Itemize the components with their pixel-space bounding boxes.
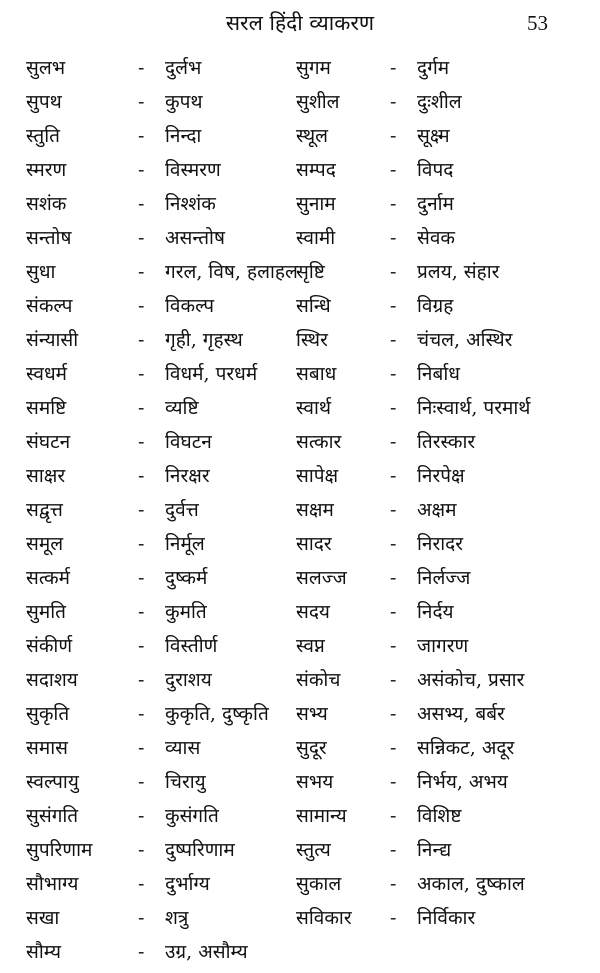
separator-dash: - xyxy=(138,771,145,793)
antonym-row xyxy=(0,187,600,221)
antonym-row xyxy=(0,255,600,289)
word: सुलभ xyxy=(26,57,66,79)
antonym: कुपथ xyxy=(165,91,203,113)
antonym: विकल्प xyxy=(165,295,215,317)
antonym: दुर्नाम xyxy=(417,193,454,215)
word: सखा xyxy=(26,907,60,929)
word: सबाध xyxy=(296,363,337,385)
antonym: विस्तीर्ण xyxy=(165,635,218,657)
antonym: दुर्लभ xyxy=(165,57,202,79)
word: स्वधर्म xyxy=(26,363,68,385)
antonym: दुःशील xyxy=(417,91,462,113)
antonym: निर्लज्ज xyxy=(417,567,471,589)
antonym-row xyxy=(0,731,600,765)
separator-dash: - xyxy=(390,193,397,215)
antonym: निन्दा xyxy=(165,125,202,147)
separator-dash: - xyxy=(138,159,145,181)
word: सुमति xyxy=(26,601,66,623)
separator-dash: - xyxy=(390,261,397,283)
antonym: निर्विकार xyxy=(417,907,476,929)
word: संन्यासी xyxy=(26,329,79,351)
separator-dash: - xyxy=(138,193,145,215)
separator-dash: - xyxy=(138,941,145,963)
antonym: व्यास xyxy=(165,737,201,759)
antonym-row xyxy=(0,425,600,459)
antonym: दुर्गम xyxy=(417,57,450,79)
word: सदय xyxy=(296,601,330,623)
page-header-title: सरल हिंदी व्याकरण xyxy=(225,11,375,35)
antonym-row xyxy=(0,459,600,493)
antonym: विघटन xyxy=(165,431,212,453)
antonym: विग्रह xyxy=(417,295,454,317)
antonym: अक्षम xyxy=(417,499,457,521)
antonym-row xyxy=(0,289,600,323)
antonym: कुमति xyxy=(165,601,207,623)
word: संघटन xyxy=(26,431,71,453)
separator-dash: - xyxy=(390,601,397,623)
word: सन्धि xyxy=(296,295,331,317)
separator-dash: - xyxy=(390,533,397,555)
word: स्मरण xyxy=(26,159,67,181)
antonym-row xyxy=(0,595,600,629)
page-number: 53 xyxy=(527,11,548,35)
separator-dash: - xyxy=(390,57,397,79)
antonym: गृही, गृहस्थ xyxy=(165,329,243,351)
antonym: प्रलय, संहार xyxy=(417,261,500,283)
antonym: दुष्कर्म xyxy=(165,567,208,589)
word: सुकृति xyxy=(26,703,70,725)
separator-dash: - xyxy=(138,363,145,385)
antonym: निरक्षर xyxy=(165,465,210,487)
antonym: दुराशय xyxy=(165,669,212,691)
separator-dash: - xyxy=(138,907,145,929)
separator-dash: - xyxy=(390,805,397,827)
antonym-row xyxy=(0,221,600,255)
antonym: दुर्वत्त xyxy=(165,499,199,521)
antonym: विस्मरण xyxy=(165,159,221,181)
antonym: विपद xyxy=(417,159,454,181)
word: स्वार्थ xyxy=(296,397,332,419)
word: सुनाम xyxy=(296,193,336,215)
separator-dash: - xyxy=(390,295,397,317)
antonym-row xyxy=(0,527,600,561)
antonym: निर्मूल xyxy=(165,533,205,555)
word: स्वामी xyxy=(296,227,336,249)
word: सक्षम xyxy=(296,499,334,521)
antonym: निन्द्य xyxy=(417,839,452,861)
antonym: चिरायु xyxy=(165,771,206,793)
antonym-row xyxy=(0,493,600,527)
word: सन्तोष xyxy=(26,227,72,249)
antonym: चंचल, अस्थिर xyxy=(417,329,513,351)
word: सत्कर्म xyxy=(26,567,70,589)
antonym: कुसंगति xyxy=(165,805,219,827)
separator-dash: - xyxy=(138,397,145,419)
word: समष्टि xyxy=(26,397,67,419)
word: सशंक xyxy=(26,193,67,215)
separator-dash: - xyxy=(390,159,397,181)
word: सादर xyxy=(296,533,332,555)
antonym-list xyxy=(0,51,600,969)
separator-dash: - xyxy=(390,703,397,725)
antonym: निर्बाध xyxy=(417,363,460,385)
word: सुदूर xyxy=(296,737,327,759)
separator-dash: - xyxy=(390,873,397,895)
separator-dash: - xyxy=(138,839,145,861)
separator-dash: - xyxy=(390,329,397,351)
antonym: निरादर xyxy=(417,533,464,555)
separator-dash: - xyxy=(390,397,397,419)
antonym-row xyxy=(0,935,600,969)
antonym: उग्र, असौम्य xyxy=(165,941,248,963)
word: सौभाग्य xyxy=(26,873,79,895)
antonym: सन्निकट, अदूर xyxy=(417,737,515,759)
word: सुशील xyxy=(296,91,340,113)
separator-dash: - xyxy=(138,737,145,759)
separator-dash: - xyxy=(390,737,397,759)
separator-dash: - xyxy=(138,431,145,453)
antonym: विशिष्ट xyxy=(417,805,462,827)
antonym: अकाल, दुष्काल xyxy=(417,873,525,895)
antonym-row xyxy=(0,663,600,697)
word: सौम्य xyxy=(26,941,61,963)
antonym-row xyxy=(0,697,600,731)
antonym-row xyxy=(0,85,600,119)
word: समूल xyxy=(26,533,64,555)
antonym: कुकृति, दुष्कृति xyxy=(165,703,269,725)
antonym: दुष्परिणाम xyxy=(165,839,235,861)
word: सविकार xyxy=(296,907,352,929)
antonym: तिरस्कार xyxy=(417,431,476,453)
word: सद्वृत्त xyxy=(26,499,63,521)
word: स्थिर xyxy=(296,329,328,351)
separator-dash: - xyxy=(390,907,397,929)
word: सुपथ xyxy=(26,91,62,113)
antonym: शत्रु xyxy=(165,907,189,929)
word: संकल्प xyxy=(26,295,73,317)
separator-dash: - xyxy=(138,465,145,487)
separator-dash: - xyxy=(390,91,397,113)
antonym: विधर्म, परधर्म xyxy=(165,363,258,385)
separator-dash: - xyxy=(390,465,397,487)
separator-dash: - xyxy=(390,635,397,657)
word: सुपरिणाम xyxy=(26,839,93,861)
separator-dash: - xyxy=(138,125,145,147)
separator-dash: - xyxy=(138,703,145,725)
separator-dash: - xyxy=(390,499,397,521)
antonym: दुर्भाग्य xyxy=(165,873,210,895)
separator-dash: - xyxy=(138,499,145,521)
separator-dash: - xyxy=(138,635,145,657)
antonym: निर्दय xyxy=(417,601,454,623)
antonym: निश्शंक xyxy=(165,193,216,215)
word: सुकाल xyxy=(296,873,342,895)
antonym-row xyxy=(0,323,600,357)
word: सुधा xyxy=(26,261,56,283)
antonym-row xyxy=(0,629,600,663)
separator-dash: - xyxy=(390,771,397,793)
antonym-row xyxy=(0,765,600,799)
word: सदाशय xyxy=(26,669,78,691)
antonym: गरल, विष, हलाहल xyxy=(165,261,298,283)
antonym-row xyxy=(0,153,600,187)
separator-dash: - xyxy=(138,261,145,283)
antonym-row xyxy=(0,119,600,153)
separator-dash: - xyxy=(390,363,397,385)
separator-dash: - xyxy=(138,227,145,249)
word: सभय xyxy=(296,771,334,793)
word: स्तुत्य xyxy=(296,839,331,861)
word: समास xyxy=(26,737,68,759)
separator-dash: - xyxy=(138,57,145,79)
antonym-row xyxy=(0,391,600,425)
antonym: सूक्ष्म xyxy=(417,125,450,147)
separator-dash: - xyxy=(138,873,145,895)
word: स्वल्पायु xyxy=(26,771,79,793)
word: सृष्टि xyxy=(296,261,325,283)
antonym: असभ्य, बर्बर xyxy=(417,703,505,725)
separator-dash: - xyxy=(138,91,145,113)
antonym-row xyxy=(0,901,600,935)
antonym-row xyxy=(0,867,600,901)
separator-dash: - xyxy=(390,669,397,691)
antonym: असंकोच, प्रसार xyxy=(417,669,525,691)
antonym-row xyxy=(0,799,600,833)
separator-dash: - xyxy=(138,295,145,317)
separator-dash: - xyxy=(138,533,145,555)
word: साक्षर xyxy=(26,465,66,487)
word: सत्कार xyxy=(296,431,342,453)
separator-dash: - xyxy=(390,567,397,589)
separator-dash: - xyxy=(138,805,145,827)
separator-dash: - xyxy=(390,431,397,453)
word: स्थूल xyxy=(296,125,329,147)
word: संकीर्ण xyxy=(26,635,73,657)
separator-dash: - xyxy=(390,227,397,249)
antonym: असन्तोष xyxy=(165,227,225,249)
separator-dash: - xyxy=(390,839,397,861)
word: स्तुति xyxy=(26,125,60,147)
separator-dash: - xyxy=(138,567,145,589)
antonym-row xyxy=(0,51,600,85)
antonym-row xyxy=(0,561,600,595)
separator-dash: - xyxy=(390,125,397,147)
word: स्वप्न xyxy=(296,635,325,657)
separator-dash: - xyxy=(138,669,145,691)
word: सामान्य xyxy=(296,805,347,827)
antonym: निरपेक्ष xyxy=(417,465,465,487)
word: सलज्ज xyxy=(296,567,347,589)
word: सापेक्ष xyxy=(296,465,339,487)
antonym: व्यष्टि xyxy=(165,397,199,419)
antonym: सेवक xyxy=(417,227,456,249)
antonym-row xyxy=(0,357,600,391)
word: सुगम xyxy=(296,57,331,79)
separator-dash: - xyxy=(138,329,145,351)
antonym-row xyxy=(0,833,600,867)
word: सुसंगति xyxy=(26,805,79,827)
word: सम्पद xyxy=(296,159,336,181)
word: सभ्य xyxy=(296,703,328,725)
antonym: निःस्वार्थ, परमार्थ xyxy=(417,397,531,419)
antonym: जागरण xyxy=(417,635,469,657)
antonym: निर्भय, अभय xyxy=(417,771,508,793)
word: संकोच xyxy=(296,669,341,691)
separator-dash: - xyxy=(138,601,145,623)
